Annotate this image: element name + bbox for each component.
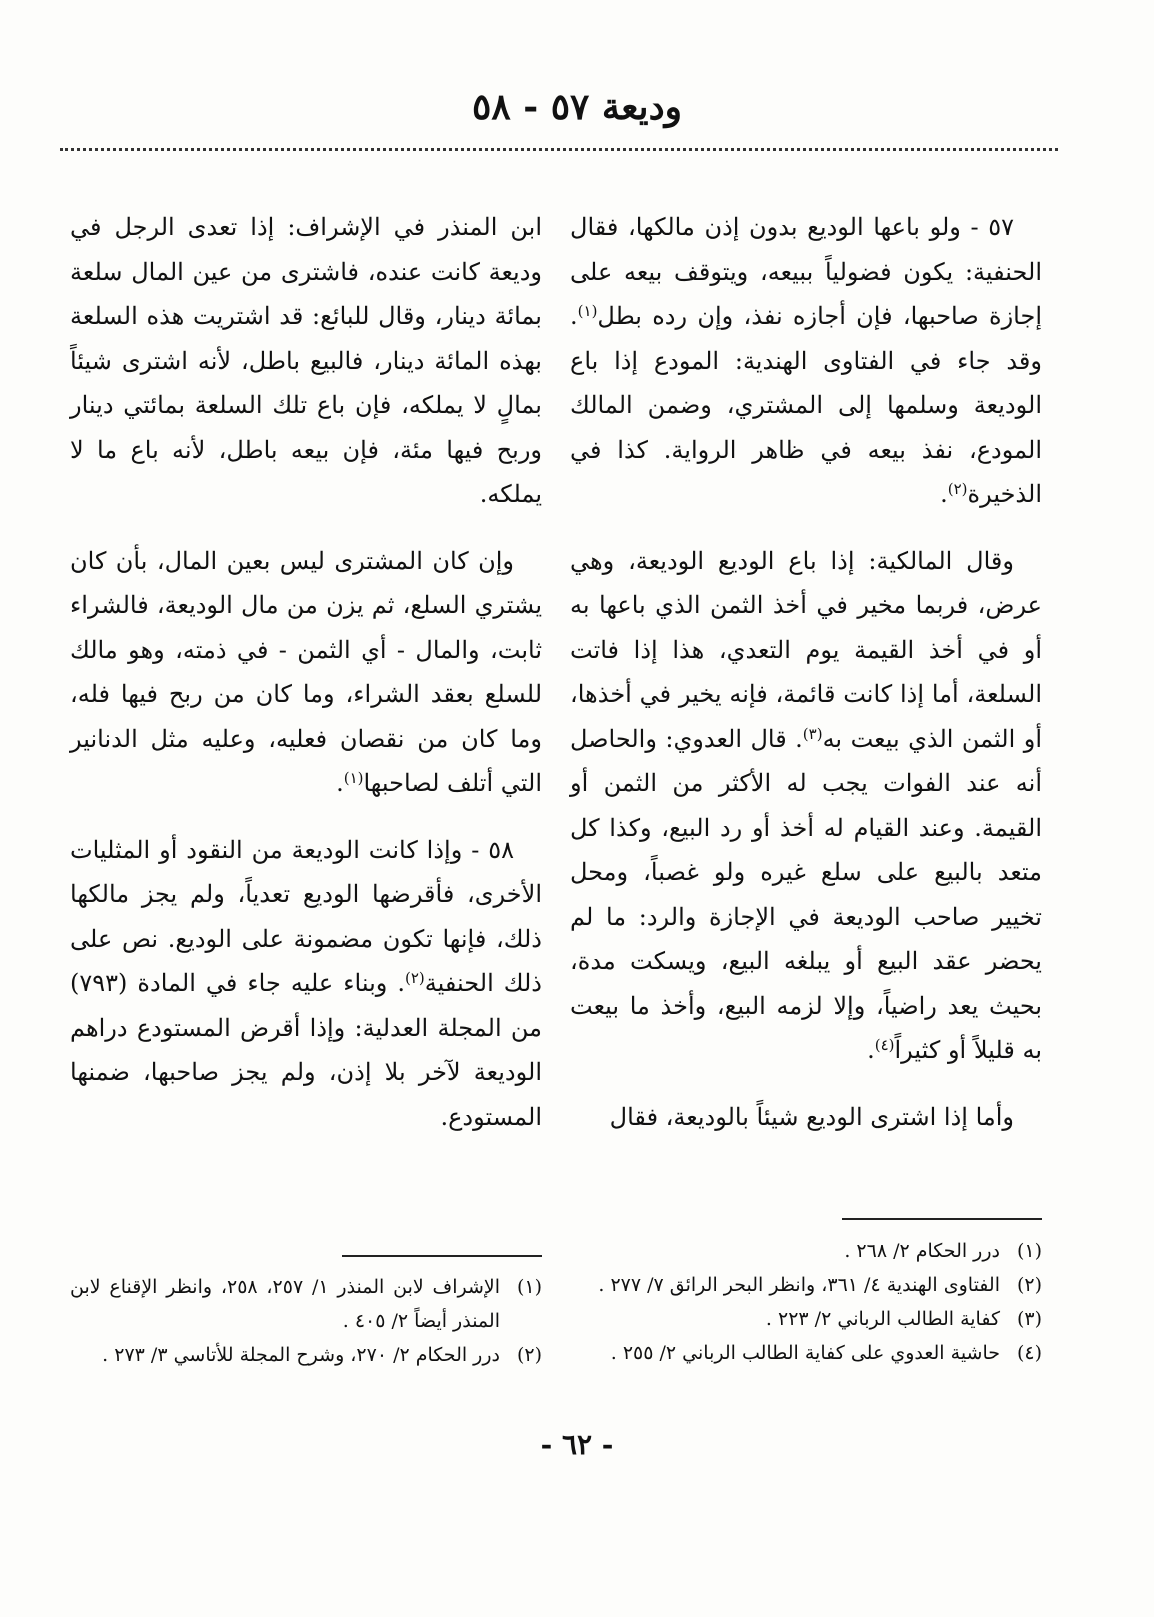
header-dotted-rule — [60, 148, 1058, 151]
footnote-ref: (٢) — [405, 969, 425, 987]
paragraph-58 — [70, 828, 542, 1140]
footnote — [570, 1336, 1042, 1370]
footnote-separator-left — [342, 1255, 542, 1257]
paragraph-text: . — [336, 769, 344, 797]
footnotes-right — [570, 1234, 1042, 1370]
footnote-ref: (١) — [577, 302, 598, 320]
paragraph-text: وأما إذا اشترى الوديع شيئاً بالوديعة، فقال — [609, 1102, 1014, 1131]
paragraph-text: ٥٨ - وإذا كانت الوديعة من النقود أو المثليات الأخرى، فأقرضها الوديع تعدياً، ولم يجز مالكها ذلك، فإنها تكون مضمونة على الوديع. نص على ذلك الحنفية — [70, 835, 542, 997]
footnote-text: كفاية الطالب الرباني ٢/ ٢٢٣ . — [765, 1308, 1000, 1330]
footnote-ref: (٣) — [802, 724, 823, 743]
paragraph-57 — [570, 205, 1042, 517]
footnote-number: (٢) — [516, 1344, 542, 1366]
footnote — [570, 1268, 1042, 1302]
footnote-ref: (٢) — [947, 480, 968, 498]
footnote-text: درر الحكام ٢/ ٢٧٠، وشرح المجلة للأتاسي ٣/ ٢٧٣ . — [102, 1344, 500, 1366]
footnote-number: (٤) — [1016, 1342, 1042, 1364]
paragraph-text: . وبناء عليه جاء في المادة (٧٩٣) من المجلة العدلية: وإذا أقرض المستودع دراهم الوديعة لآخر بلا إذن، ولم يجز صاحبها، ضمنها المستودع. — [70, 969, 542, 1131]
footnote-text: الإشراف لابن المنذر ١/ ٢٥٧، ٢٥٨، وانظر الإقناع لابن المنذر أيضاً ٢/ ٤٠٥ . — [70, 1276, 500, 1332]
footnote — [70, 1338, 542, 1372]
footnote-number: (١) — [1016, 1240, 1042, 1262]
footnote-separator-right — [842, 1218, 1042, 1220]
footnote — [570, 1234, 1042, 1268]
paragraph-not-from-money — [70, 539, 542, 806]
footnote-text: درر الحكام ٢/ ٢٦٨ . — [844, 1240, 1000, 1262]
footnote — [70, 1270, 542, 1338]
paragraph-text: . — [940, 480, 948, 508]
paragraph-text: . — [867, 1036, 875, 1064]
paragraph-text: . قال العدوي: والحاصل أنه عند الفوات يجب له الأكثر من الثمن أو القيمة. وعند القيام له أخذ أو رد البيع، وكذا كل متعد بالبيع على سلع غيره ولو غصباً، ومحل تخيير صاحب الوديعة في الإجازة والرد: ما لم يحضر عقد البيع أو يبلغه البيع، ويسكت مدة، بحيث يعد راضياً، وإلا لزمه البيع، وأخذ ما بيعت به قليلاً أو كثيراً — [570, 724, 1042, 1064]
paragraph-text: ٥٧ - ولو باعها الوديع بدون إذن مالكها، فقال الحنفية: يكون فضولياً ببيعه، ويتوقف بيعه على إجازة صاحبها، فإن أجازه نفذ، وإن رده بطل — [570, 213, 1042, 330]
footnote-ref: (١) — [343, 769, 364, 787]
page-header-title: وديعة ٥٧ - ٥٨ — [472, 86, 682, 128]
page-number: - ٦٢ - — [540, 1428, 614, 1461]
paragraph-malikiyya — [570, 539, 1042, 1073]
footnote — [570, 1302, 1042, 1336]
footnote-number: (٢) — [1016, 1274, 1042, 1296]
footnote-number: (١) — [516, 1276, 542, 1298]
footnote-ref: (٤) — [874, 1036, 895, 1054]
left-column — [70, 205, 542, 1161]
paragraph-text: . وقد جاء في الفتاوى الهندية: المودع إذا باع الوديعة وسلمها إلى المشتري، وضمن المالك المودع، نفذ بيعه في ظاهر الرواية. كذا في الذخيرة — [570, 302, 1042, 508]
footnote-number: (٣) — [1016, 1308, 1042, 1330]
paragraph-purchase — [570, 1095, 1042, 1140]
paragraph-ibn-almundhir — [70, 205, 542, 517]
paragraph-text: وقال المالكية: إذا باع الوديع الوديعة، وهي عرض، فربما مخير في أخذ الثمن الذي باعها به أو في أخذ القيمة يوم التعدي، هذا إذا فاتت السلعة، أما إذا كانت قائمة، فإنه يخير في أخذها، أو الثمن الذي بيعت به — [570, 546, 1042, 753]
footnote-text: الفتاوى الهندية ٤/ ٣٦١، وانظر البحر الرائق ٧/ ٢٧٧ . — [598, 1274, 1000, 1296]
right-column — [570, 205, 1042, 1161]
paragraph-text: وإن كان المشترى ليس بعين المال، بأن كان يشتري السلع، ثم يزن من مال الوديعة، فالشراء ثابت، والمال - أي الثمن - في ذمته، وهو مالك للسلع بعقد الشراء، وما كان من ربح فيها فله، وما كان من نقصان فعليه، وعليه مثل الدنانير التي أتلف لصاحبها — [70, 546, 542, 797]
paragraph-text: ابن المنذر في الإشراف: إذا تعدى الرجل في وديعة كانت عنده، فاشترى من عين المال سلعة بمائة دينار، وقال للبائع: قد اشتريت هذه السلعة بهذه المائة دينار، فالبيع باطل، لأنه اشترى شيئاً بمالٍ لا يملكه، فإن باع تلك السلعة بمائتي دينار وربح فيها مئة، فإن بيعه باطل، لأنه باع ما لا يملكه. — [70, 213, 542, 508]
footnotes-left — [70, 1270, 542, 1372]
footnote-text: حاشية العدوي على كفاية الطالب الرباني ٢/ ٢٥٥ . — [610, 1342, 1000, 1364]
